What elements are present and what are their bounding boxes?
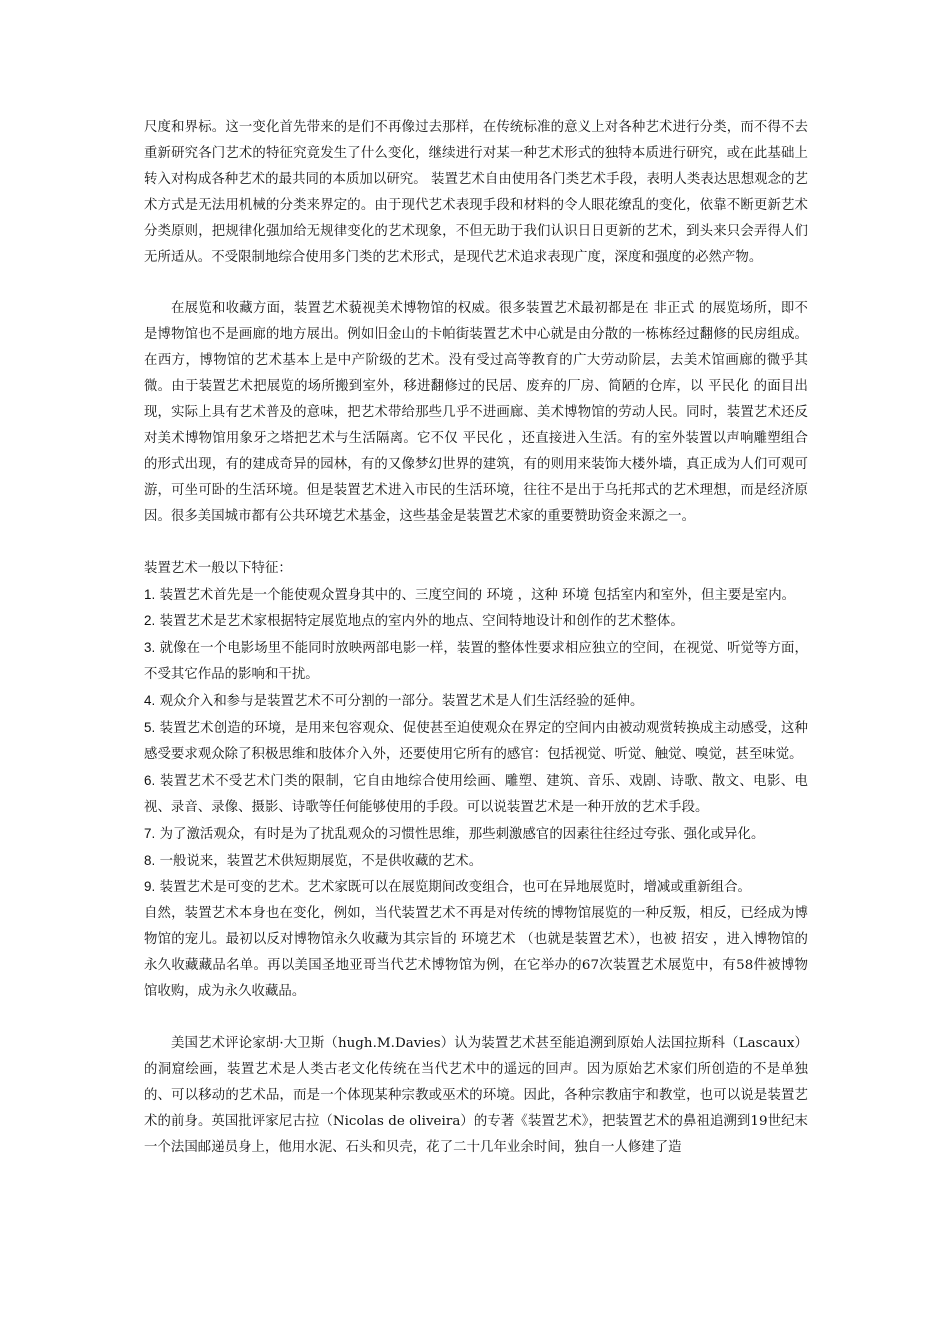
feature-item-1 (144, 582, 808, 609)
feature-number: 8. (144, 852, 156, 868)
feature-text: 装置艺术不受艺术门类的限制，它自由地综合使用绘画、雕塑、建筑、音乐、戏剧、诗歌、散文、电影、电视、录音、录像、摄影、诗歌等任何能够使用的手段。可以说装置艺术是一种开放的艺术手段。 (144, 773, 808, 815)
feature-number: 3. (144, 640, 156, 656)
feature-item-9 (144, 874, 808, 901)
feature-item-8 (144, 848, 808, 875)
features-intro: 装置艺术一般以下特征： (144, 560, 292, 576)
feature-number: 6. (144, 772, 156, 788)
paragraph-scale-and-boundaries: 尺度和界标。这一变化首先带来的是们不再像过去那样，在传统标准的意义上对各种艺术进行分类，而不得不去重新研究各门艺术的特征究竟发生了什么变化，继续进行对某一种艺术形式的独特本质进行研究，或在此基础上转入对构成各种艺术的最共同的本质加以研究。 装置艺术自由使用各门类艺术手段，表明人类表达思想观念的艺术方式是无法用机械的分类来界定的。由于现代艺术表现手段和材料的令人眼花缭乱的变化，依靠不断更新艺术分类原则，把规律化强加给无规律变化的艺术现象，不但无助于我们认识日日更新的艺术，到头来只会弄得人们无所适从。不受限制地综合使用多门类的艺术形式，是现代艺术追求表现广度，深度和强度的必然产物。 (144, 120, 808, 265)
feature-text: 就像在一个电影场里不能同时放映两部电影一样，装置的整体性要求相应独立的空间，在视觉、听觉等方面，不受其它作品的影响和干扰。 (144, 641, 808, 683)
paragraph-exhibition-and-collection: 在展览和收藏方面，装置艺术藐视美术博物馆的权威。很多装置艺术最初都是在 非正式 的展览场所，即不是博物馆也不是画廊的地方展出。例如旧金山的卡帕街装置艺术中心就是由分散的一栋栋经过翻修的民房组成。在西方，博物馆的艺术基本上是中产阶级的艺术。没有受过高等教育的广大劳动阶层，去美术馆画廊的微乎其微。由于装置艺术把展览的场所搬到室外，移进翻修过的民居、废弃的厂房、简陋的仓库，以 平民化 的面目出现，实际上具有艺术普及的意味，把艺术带给那些几乎不进画廊、美术博物馆的劳动人民。同时，装置艺术还反对美术博物馆用象牙之塔把艺术与生活隔离。它不仅 平民化 ，还直接进入生活。有的室外装置以声响雕塑组合的形式出现，有的建成奇异的园林，有的又像梦幻世界的建筑，有的则用来装饰大楼外墙，真正成为人们可观可游，可坐可卧的生活环境。但是装置艺术进入市民的生活环境，往往不是出于乌托邦式的艺术理想，而是经济原因。很多美国城市都有公共环境艺术基金，这些基金是装置艺术家的重要赞助资金来源之一。 (144, 301, 808, 524)
features-list (144, 582, 808, 902)
feature-text: 观众介入和参与是装置艺术不可分割的一部分。装置艺术是人们生活经验的延伸。 (155, 694, 644, 710)
feature-item-6 (144, 768, 808, 821)
paragraph-origins: 美国艺术评论家胡·大卫斯（hugh.M.Davies）认为装置艺术甚至能追溯到原始人法国拉斯科（Lascaux）的洞窟绘画，装置艺术是人类古老文化传统在当代艺术中的遥远的回声。因为原始艺术家们所创造的不是单独的、可以移动的艺术品，而是一个体现某种宗教或巫术的环境。因此，各种宗教庙宇和教堂，也可以说是装置艺术的前身。英国批评家尼古拉（Nicolas de oliveira）的专著《装置艺术》，把装置艺术的鼻祖追溯到19世纪末一个法国邮递员身上，他用水泥、石头和贝壳，花了二十几年业余时间，独自一人修建了造 (144, 1036, 808, 1155)
feature-number: 4. (144, 693, 156, 709)
feature-text: 装置艺术是艺术家根据特定展览地点的室内外的地点、空间特地设计和创作的艺术整体。 (155, 614, 684, 630)
feature-text: 一般说来，装置艺术供短期展览，不是供收藏的艺术。 (155, 853, 483, 869)
feature-item-5 (144, 715, 808, 768)
feature-number: 7. (144, 825, 156, 841)
paragraph-museum-collection: 自然，装置艺术本身也在变化，例如，当代装置艺术不再是对传统的博物馆展览的一种反叛，相反，已经成为博物馆的宠儿。最初以反对博物馆永久收藏为其宗旨的 环境艺术 （也就是装置艺术），也被 招安 ，进入博物馆的永久收藏藏品名单。再以美国圣地亚哥当代艺术博物馆为例，在它举办的67次装置艺术展览中，有58件被博物馆收购，成为永久收藏品。 (144, 906, 808, 1000)
feature-text: 装置艺术是可变的艺术。艺术家既可以在展览期间改变组合，也可在异地展览时，增减或重新组合。 (155, 880, 751, 896)
feature-item-7 (144, 821, 808, 848)
feature-text: 为了激活观众，有时是为了扰乱观众的习惯性思维，那些刺激感官的因素往往经过夸张、强化或异化。 (155, 826, 765, 842)
feature-item-4 (144, 688, 808, 715)
feature-text: 装置艺术首先是一个能使观众置身其中的、三度空间的 环境 ，这种 环境 包括室内和室外，但主要是室内。 (155, 587, 796, 603)
paragraph-gap (144, 1005, 808, 1031)
feature-item-3 (144, 635, 808, 688)
feature-number: 5. (144, 720, 156, 736)
feature-number: 9. (144, 879, 156, 895)
paragraph-gap (144, 530, 808, 556)
feature-text: 装置艺术创造的环境，是用来包容观众、促使甚至迫使观众在界定的空间内由被动观赏转换成主动感受，这种感受要求观众除了积极思维和肢体介入外，还要使用它所有的感官：包括视觉、听觉、触觉、嗅觉，甚至味觉。 (144, 721, 808, 762)
feature-number: 1. (144, 586, 156, 602)
feature-number: 2. (144, 613, 156, 629)
paragraph-gap (144, 270, 808, 296)
feature-item-2 (144, 608, 808, 635)
document-body (144, 115, 808, 1161)
